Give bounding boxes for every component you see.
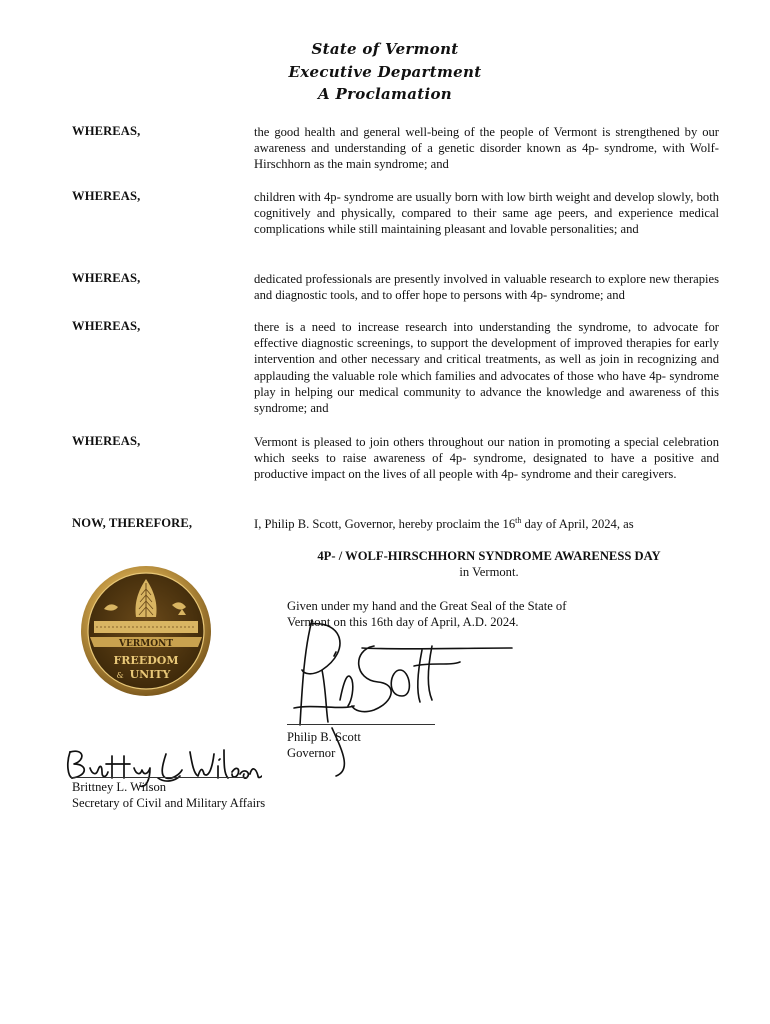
proclamation-title: A Proclamation: [318, 85, 452, 103]
great-seal-of-vermont: [80, 565, 212, 697]
clause-label: WHEREAS,: [72, 434, 141, 448]
governor-name: Philip B. Scott: [287, 730, 361, 744]
ordinal-suffix: th: [515, 516, 522, 525]
clause-text: there is a need to increase research into understanding the syndrome, to advocate for effective diagnostic screenings, to support the development of improved therapies for early intervention and other necessary and critical treatments, as well as join in recognizing and applauding the valuable role which families and advocates of those who have 4p- syndrome play in helping our medical community to advance the knowledge and awareness of this syndrome; and: [254, 320, 719, 416]
seal-text-mid: FREEDOM: [113, 654, 179, 667]
secretary-title: Secretary of Civil and Military Affairs: [72, 796, 266, 810]
given-line-2: Vermont on this 16th day of April, A.D. 2024.: [287, 615, 519, 629]
proclamation-text: I, Philip B. Scott, Governor, hereby proclaim the 16: [254, 517, 516, 532]
clause-text: Vermont is pleased to join others throughout our nation in promoting a special celebration which seeks to raise awareness of 4p- syndrome, designated to have a positive and productive impact on the lives of all people with 4p- syndrome and their caregivers.: [254, 435, 719, 482]
proclamation-heading: [0, 38, 770, 106]
clause-label: WHEREAS,: [72, 189, 141, 203]
secretary-block: [72, 779, 265, 811]
awareness-day-title: 4P- / WOLF-HIRSCHHORN SYNDROME AWARENESS DAY: [317, 549, 661, 563]
location-line: in Vermont.: [459, 565, 519, 579]
secretary-signature-line: [70, 777, 248, 778]
governor-block: [287, 729, 361, 761]
proclamation-statement: [254, 516, 724, 532]
state-title: State of Vermont: [311, 40, 459, 58]
clause-label: WHEREAS,: [72, 124, 141, 138]
clause-text: dedicated professionals are presently involved in valuable research to explore new therapies and diagnostic tools, and to offer hope to persons with 4p- syndrome; and: [254, 272, 719, 303]
proclamation-text-end: day of April, 2024, as: [521, 517, 634, 532]
governor-title: Governor: [287, 746, 336, 760]
clause-label: WHEREAS,: [72, 319, 141, 333]
seal-text-and: &: [116, 671, 124, 680]
now-therefore-label: NOW, THEREFORE,: [72, 516, 193, 530]
secretary-name: Brittney L. Wilson: [72, 780, 167, 794]
clause-text: children with 4p- syndrome are usually born with low birth weight and develop slowly, both cognitively and physically, compared to their same age peers, and experience medical complications while still maintaining pleasant and lovable personalities; and: [254, 190, 719, 237]
department-title: Executive Department: [288, 62, 482, 81]
clause-text: the good health and general well-being of the people of Vermont is strengthened by our awareness and understanding of a genetic disorder known as 4p- syndrome, with Wolf-Hirschhorn as the main syndrome; and: [254, 125, 719, 172]
clause-label: WHEREAS,: [72, 271, 141, 285]
seal-text-bottom: UNITY: [129, 668, 171, 681]
given-line-1: Given under my hand and the Great Seal of the State of: [287, 599, 567, 613]
governor-signature-line: [287, 724, 435, 725]
seal-text-top: VERMONT: [118, 639, 174, 649]
